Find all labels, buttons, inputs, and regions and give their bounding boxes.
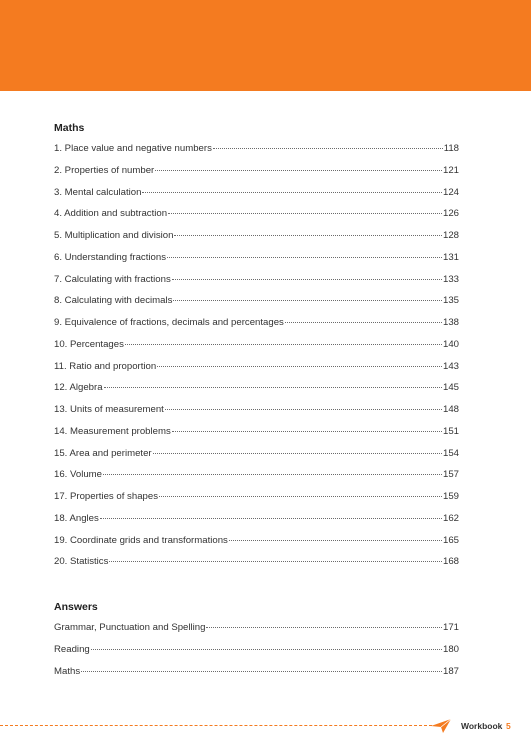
toc-entry-page: 131 xyxy=(442,251,459,263)
toc-leader-dots xyxy=(206,627,442,628)
toc-entry[interactable] xyxy=(54,381,459,403)
toc-entry-title: 10. Percentages xyxy=(54,338,124,350)
toc-entry-title: 12. Algebra xyxy=(54,382,103,394)
toc-leader-dots xyxy=(167,257,442,258)
toc-entry-page: 138 xyxy=(442,317,459,328)
toc-entry-title: 16. Volume xyxy=(54,469,103,481)
toc-entry[interactable] xyxy=(54,360,459,382)
paper-plane-icon xyxy=(430,717,452,735)
toc-entry-title: 17. Properties of shapes xyxy=(54,491,158,502)
toc-entry-page: 180 xyxy=(442,643,459,655)
toc-leader-dots xyxy=(229,540,442,541)
toc-entry[interactable] xyxy=(54,643,459,665)
toc-entry-title: 14. Measurement problems xyxy=(54,425,171,437)
toc-leader-dots xyxy=(125,344,442,345)
toc-leader-dots xyxy=(172,279,442,280)
toc-entry-page: 140 xyxy=(442,338,459,350)
toc-entry-page: 145 xyxy=(442,382,459,394)
toc-entry-title: 19. Coordinate grids and transformations xyxy=(54,534,228,546)
toc-entry-title: 13. Units of measurement xyxy=(54,404,164,415)
toc-entry[interactable] xyxy=(54,534,459,556)
toc-entry-page: 154 xyxy=(442,447,459,459)
toc-entry-title: 5. Multiplication and division xyxy=(54,230,174,241)
toc-leader-dots xyxy=(165,409,442,410)
toc-entry-page: 171 xyxy=(442,622,459,633)
footer-dashed-rule xyxy=(0,725,432,726)
toc-entry-title: Grammar, Punctuation and Spelling xyxy=(54,622,206,633)
toc-leader-dots xyxy=(91,649,442,650)
toc-leader-dots xyxy=(159,496,442,497)
page-footer xyxy=(0,714,531,738)
answers-heading: Answers xyxy=(54,601,98,613)
toc-entry-title: 9. Equivalence of fractions, decimals and percentages xyxy=(54,317,284,328)
toc-entry-page: 121 xyxy=(442,164,459,176)
toc-entry-page: 118 xyxy=(443,143,459,154)
toc-entry-page: 165 xyxy=(442,534,459,546)
toc-entry[interactable] xyxy=(54,425,459,447)
toc-entry-title: 7. Calculating with fractions xyxy=(54,273,171,285)
toc-entry-title: 11. Ratio and proportion xyxy=(54,360,157,372)
toc-leader-dots xyxy=(153,453,442,454)
toc-entry[interactable] xyxy=(54,512,459,534)
answers-toc-list xyxy=(54,621,459,686)
toc-entry-page: 133 xyxy=(442,273,459,285)
toc-leader-dots xyxy=(81,671,442,672)
toc-entry-page: 187 xyxy=(442,665,459,677)
toc-entry-page: 128 xyxy=(442,230,459,241)
toc-entry-title: 1. Place value and negative numbers xyxy=(54,143,212,154)
toc-entry[interactable] xyxy=(54,251,459,273)
footer-book-label: Workbook xyxy=(461,721,503,731)
toc-entry[interactable] xyxy=(54,229,459,251)
toc-entry[interactable] xyxy=(54,621,459,643)
toc-entry-page: 135 xyxy=(442,295,459,307)
toc-leader-dots xyxy=(103,474,442,475)
toc-entry[interactable] xyxy=(54,338,459,360)
maths-section xyxy=(54,121,459,577)
footer-page-number: 5 xyxy=(506,721,511,731)
toc-entry-title: Maths xyxy=(54,665,81,677)
toc-entry[interactable] xyxy=(54,555,459,577)
toc-entry-page: 124 xyxy=(442,186,459,198)
toc-entry[interactable] xyxy=(54,294,459,316)
toc-entry-page: 162 xyxy=(442,512,459,524)
maths-heading: Maths xyxy=(54,122,85,134)
toc-entry-title: Reading xyxy=(54,643,90,655)
toc-leader-dots xyxy=(168,213,442,214)
toc-leader-dots xyxy=(172,431,442,432)
toc-entry[interactable] xyxy=(54,468,459,490)
toc-leader-dots xyxy=(285,322,442,323)
toc-leader-dots xyxy=(173,300,442,301)
header-banner xyxy=(0,0,531,91)
toc-entry[interactable] xyxy=(54,142,459,164)
toc-entry-page: 159 xyxy=(442,491,459,502)
toc-leader-dots xyxy=(213,148,443,149)
toc-entry-page: 157 xyxy=(442,469,459,481)
toc-entry-title: 8. Calculating with decimals xyxy=(54,295,173,307)
toc-entry[interactable] xyxy=(54,207,459,229)
toc-leader-dots xyxy=(174,235,442,236)
toc-entry-title: 20. Statistics xyxy=(54,556,109,568)
toc-leader-dots xyxy=(109,561,442,562)
toc-entry-page: 151 xyxy=(442,425,459,437)
toc-leader-dots xyxy=(157,366,442,367)
toc-entry-page: 143 xyxy=(442,360,459,372)
toc-entry[interactable] xyxy=(54,403,459,425)
toc-entry[interactable] xyxy=(54,273,459,295)
toc-leader-dots xyxy=(142,192,442,193)
toc-entry[interactable] xyxy=(54,447,459,469)
toc-leader-dots xyxy=(104,387,442,388)
toc-entry-page: 126 xyxy=(442,208,459,220)
toc-entry-title: 2. Properties of number xyxy=(54,164,155,176)
toc-entry-title: 4. Addition and subtraction xyxy=(54,208,168,220)
toc-entry-title: 3. Mental calculation xyxy=(54,186,142,198)
toc-entry[interactable] xyxy=(54,164,459,186)
toc-entry-title: 6. Understanding fractions xyxy=(54,251,166,263)
toc-entry[interactable] xyxy=(54,490,459,512)
answers-section xyxy=(54,600,459,686)
toc-entry[interactable] xyxy=(54,665,459,687)
toc-entry-title: 18. Angles xyxy=(54,512,99,524)
toc-entry-title: 15. Area and perimeter xyxy=(54,447,152,459)
maths-toc-list xyxy=(54,142,459,577)
toc-entry[interactable] xyxy=(54,186,459,208)
toc-leader-dots xyxy=(100,518,442,519)
toc-leader-dots xyxy=(155,170,442,171)
toc-entry-page: 148 xyxy=(442,404,459,415)
toc-entry[interactable] xyxy=(54,316,459,338)
toc-entry-page: 168 xyxy=(442,556,459,568)
